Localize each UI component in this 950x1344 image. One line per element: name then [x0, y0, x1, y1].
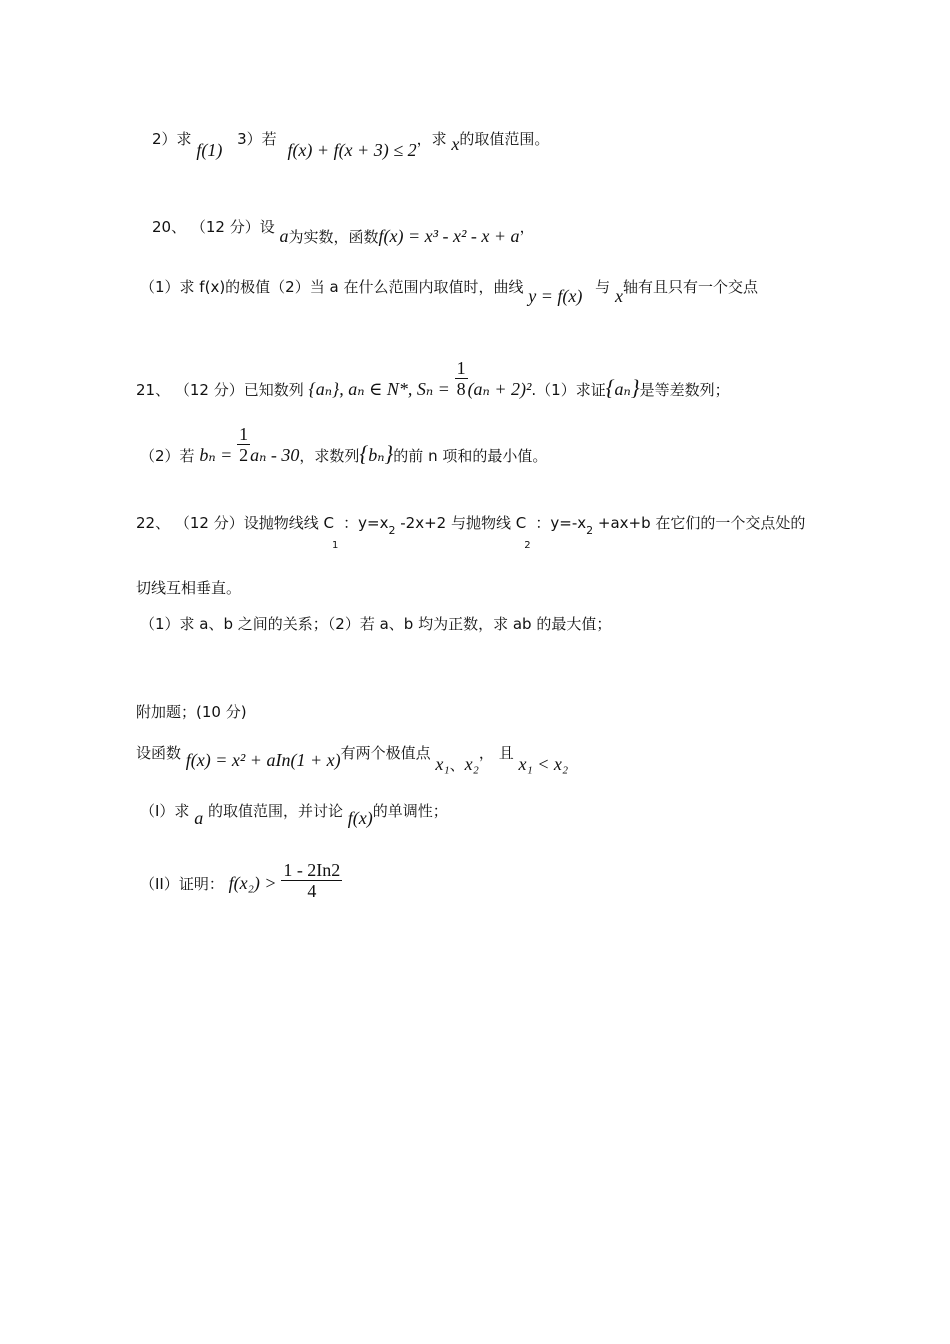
problem21-number: 21、 [136, 381, 171, 399]
problem22-text2: ：y=x [343, 514, 389, 532]
problem20-line2-b: 与 [595, 278, 611, 296]
problem21-fraction [455, 358, 468, 399]
problem21-half-num: 1 [239, 424, 249, 444]
extra-order: x₁ < x₂ [518, 754, 569, 774]
problem21-frac-num: 1 [456, 358, 466, 378]
extra-part1-b: 的取值范围，并讨论 [208, 802, 344, 820]
problem20-line2-a: （1）求 f(x)的极值（2）当 a 在什么范围内取值时，曲线 [140, 278, 524, 296]
problem21-line2 [140, 424, 547, 465]
problem20-function: f(x) = x³ - x² - x + a [378, 226, 520, 246]
extra-title: 附加题；(10 分) [136, 703, 247, 721]
extra-intro: 设函数 [136, 744, 182, 762]
problem19-f1: f(1) [196, 140, 223, 160]
problem21-bn-rhs: aₙ - 30 [250, 445, 300, 465]
problem22-text4: ：y=-x [535, 514, 587, 532]
problem22-number: 22、 [136, 514, 171, 532]
problem19-comma: ， [416, 130, 432, 148]
extra-part1-a: （I）求 [140, 802, 190, 820]
problem19-var: x [451, 134, 460, 154]
problem22-text3: -2x+2 与抛物线 C [400, 514, 527, 532]
problem19-tail: 的取值范围。 [459, 130, 550, 148]
problem21-part1-tail: 是等差数列； [639, 381, 730, 399]
problem22-line1 [136, 512, 806, 551]
problem21-part2-mid: ，求数列 [299, 447, 360, 465]
extra-intro2: 有两个极值点 [340, 744, 431, 762]
problem21-frac-den: 8 [456, 379, 466, 399]
problem21-dot: . [531, 381, 537, 399]
extra-x1: x₁ [435, 754, 450, 774]
extra-sep: 、 [449, 756, 465, 774]
problem20-comma: ， [519, 218, 535, 236]
problem20-score: （12 分）设 [190, 218, 275, 236]
extra-and: 且 [498, 744, 514, 762]
problem21-part2: （2）若 [140, 447, 195, 465]
extra-line1 [136, 742, 569, 774]
extra-fx2: f(x₂) > [228, 873, 277, 893]
problem20-curve: y = f(x) [528, 286, 583, 306]
problem22-text1: （12 分）设抛物线线 C [174, 514, 334, 532]
problem22-line3: （1）求 a、b 之间的关系；（2）若 a、b 均为正数，求 ab 的最大值； [140, 615, 612, 633]
problem22-x-sub1: 2 [388, 524, 396, 537]
extra-function: f(x) = x² + aIn(1 + x) [185, 750, 341, 770]
problem22-x-sub2: 2 [586, 524, 594, 537]
extra-x2: x₂ [464, 754, 479, 774]
problem20-text1: 为实数，函数 [288, 228, 379, 246]
problem21-an: {aₙ} [605, 375, 640, 400]
extra-part1 [140, 800, 448, 828]
extra-fx: f(x) [347, 808, 373, 828]
problem20-a: a [279, 226, 289, 246]
problem21-part2-tail: 的前 n 项和的最小值。 [393, 447, 548, 465]
extra-frac-den: 4 [307, 881, 317, 901]
problem21-bn-lhs: bₙ = [199, 445, 233, 465]
problem22-text5: +ax+b 在它们的一个交点处的 [597, 514, 806, 532]
problem19-inequality: f(x) + f(x + 3) ≤ 2 [287, 140, 417, 160]
problem22-line2: 切线互相垂直。 [136, 579, 242, 597]
problem20-line2 [140, 276, 758, 306]
problem20-line1 [152, 216, 535, 246]
extra-part2-label: （II）证明： [140, 875, 224, 893]
problem22-c1-sub: 1 [331, 540, 339, 551]
problem21-score: （12 分）已知数列 [174, 381, 304, 399]
extra-a: a [194, 808, 204, 828]
problem21-half-den: 2 [239, 445, 249, 465]
problem21-part1: （1）求证 [536, 381, 606, 399]
problem19-part2-label: 2）求 [152, 130, 192, 148]
extra-part2 [140, 860, 342, 901]
problem21-sequence: {aₙ}, aₙ ∈ N*, Sₙ = [308, 379, 450, 399]
problem19-part3-label: 3）若 [237, 130, 277, 148]
problem19-ask: 求 [431, 130, 447, 148]
extra-frac-num: 1 - 2In2 [283, 860, 341, 880]
problem20-axis: x [614, 286, 623, 306]
problem21-bn: {bₙ} [359, 441, 394, 466]
extra-part1-c: 的单调性； [372, 802, 448, 820]
problem21-line1 [136, 358, 730, 399]
problem20-line2-c: 轴有且只有一个交点 [622, 278, 758, 296]
problem19-line [152, 128, 550, 160]
problem21-sum-tail: (aₙ + 2)² [467, 379, 532, 399]
problem20-number: 20、 [152, 218, 187, 236]
extra-fraction [281, 860, 342, 901]
extra-comma: ， [478, 744, 494, 762]
problem22-c2-sub: 2 [524, 540, 531, 551]
problem21-half [237, 424, 250, 465]
